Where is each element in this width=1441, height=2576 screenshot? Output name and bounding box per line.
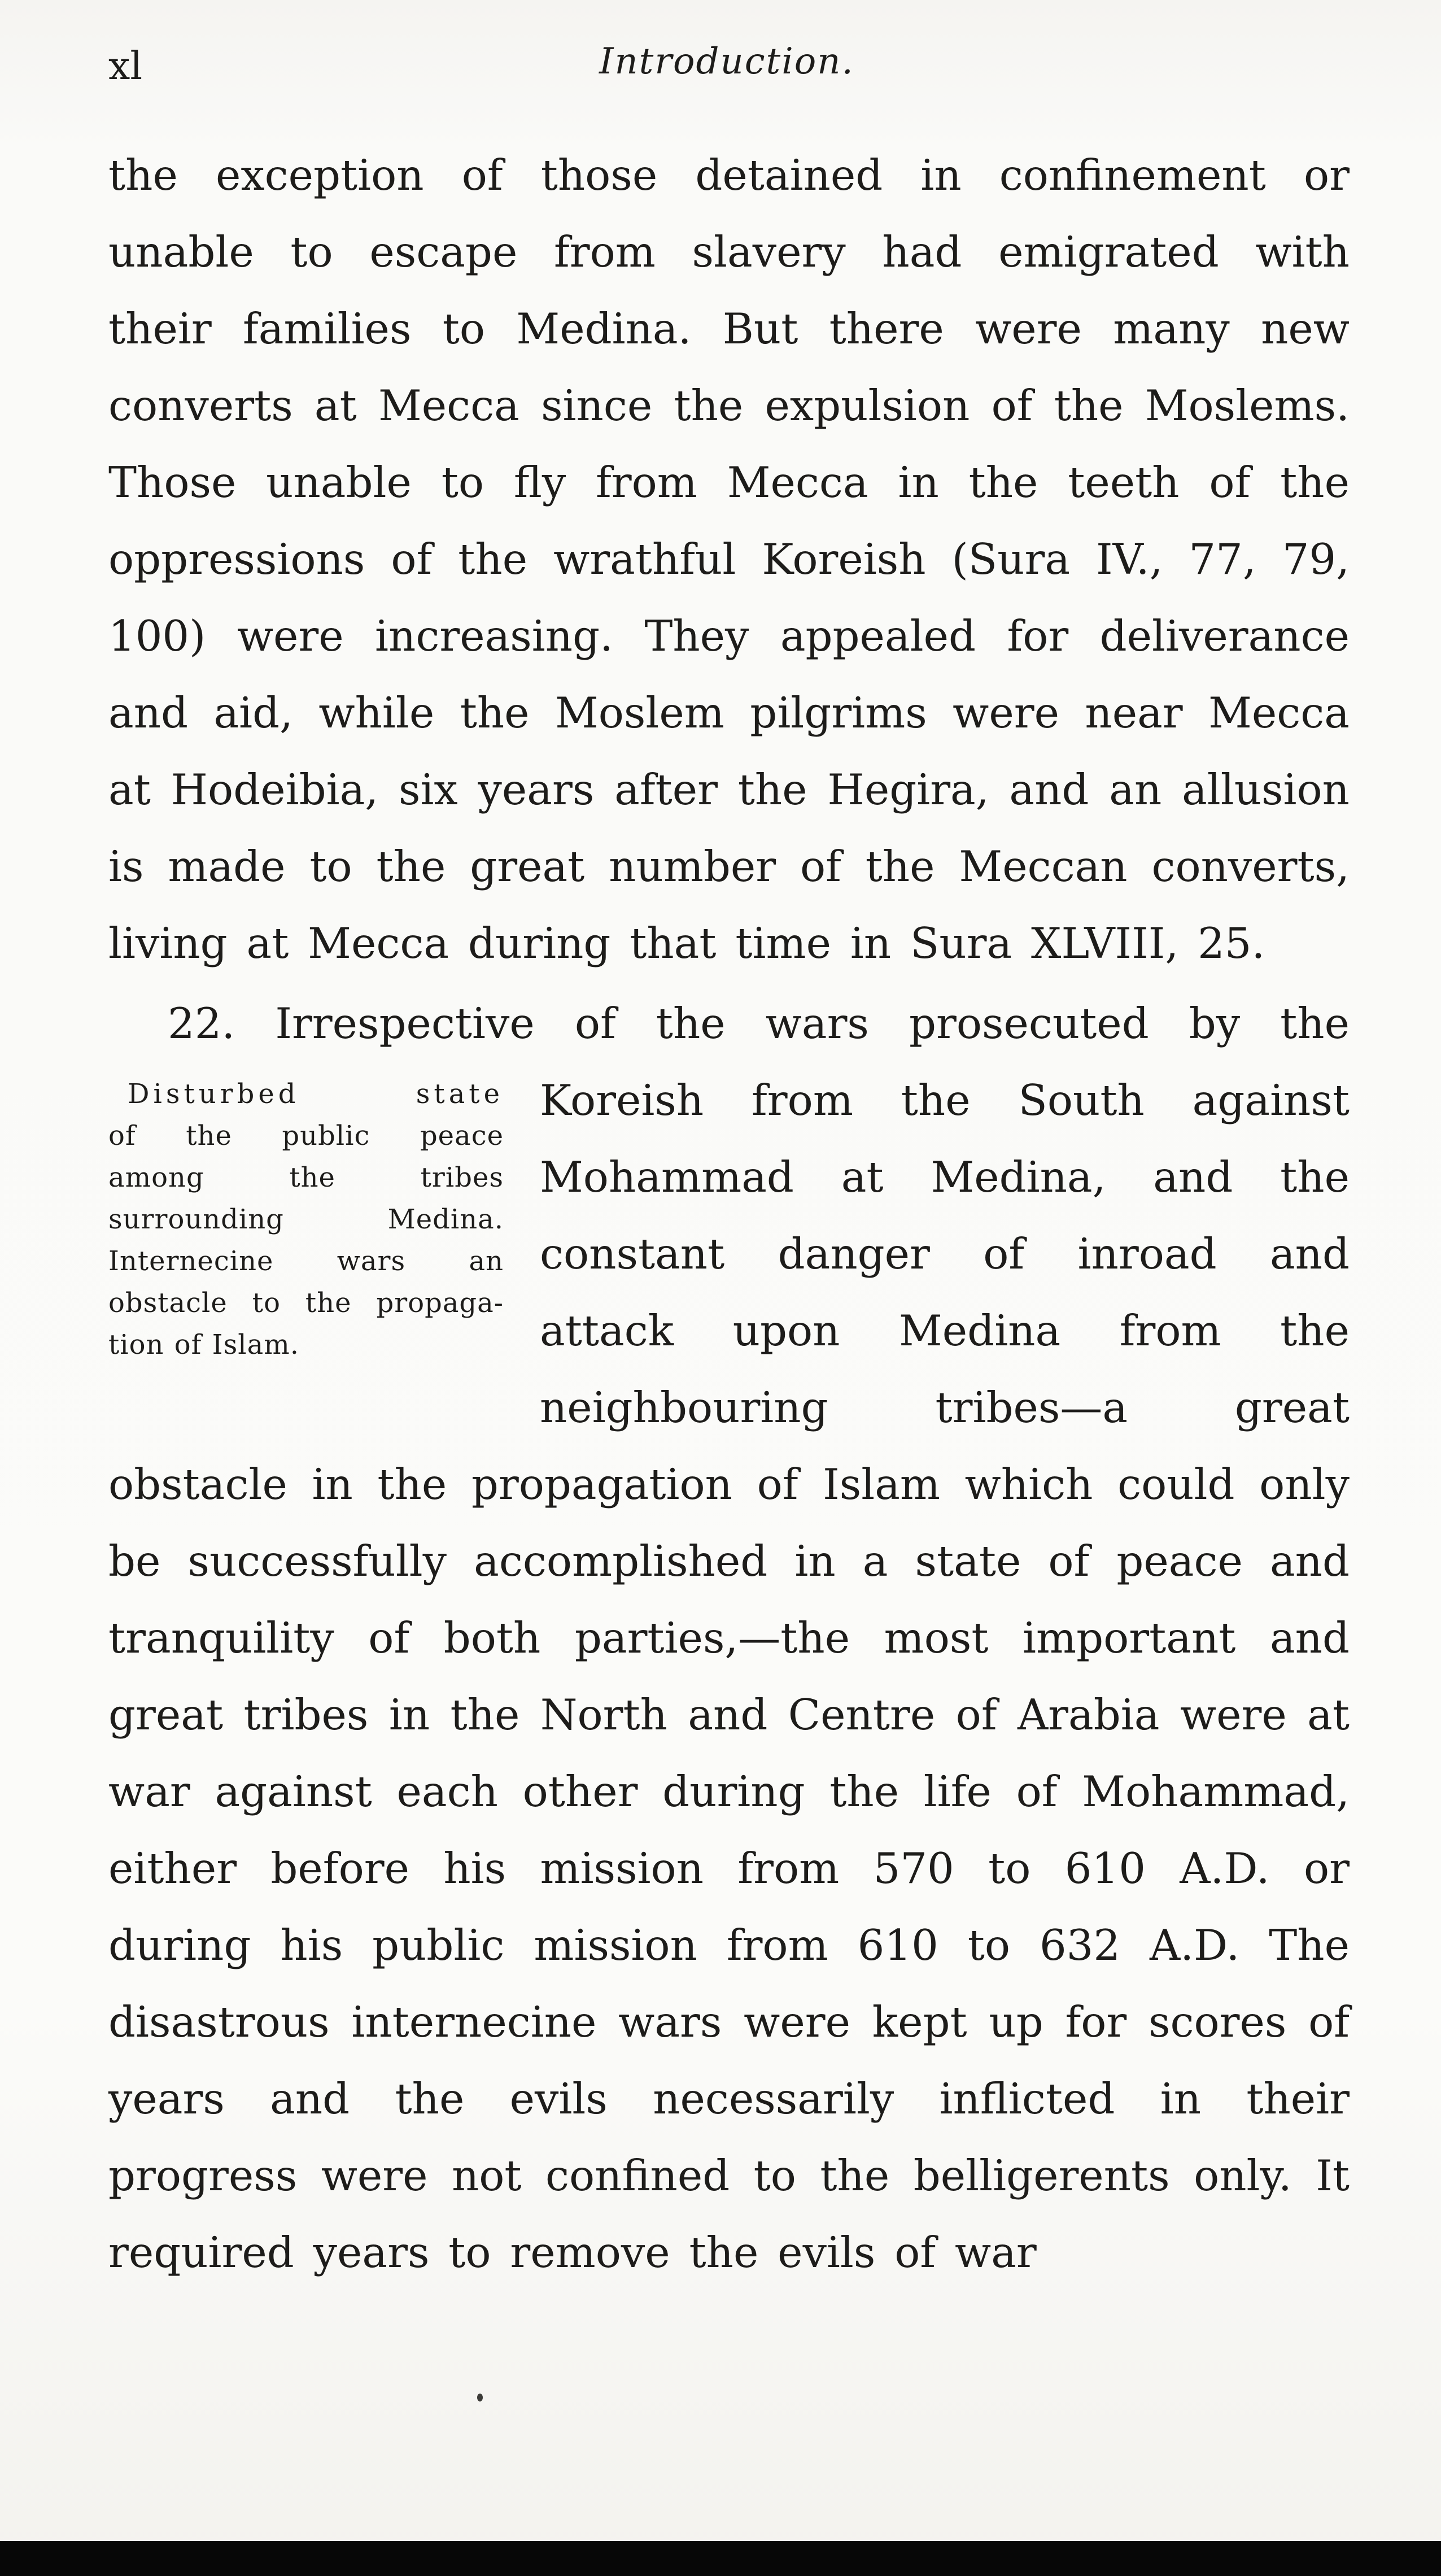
marginal-note-line: Disturbed state bbox=[128, 1078, 504, 1110]
page-header bbox=[108, 41, 1345, 97]
paragraph-22 bbox=[108, 1062, 1350, 2291]
scan-edge-bar bbox=[0, 2541, 1441, 2576]
marginal-note-line: of the public peace bbox=[108, 1120, 504, 1152]
marginal-note bbox=[108, 1073, 504, 1366]
marginal-note-line: among the tribes bbox=[108, 1162, 504, 1193]
running-title: Introduction. bbox=[599, 41, 854, 82]
marginal-note-line: obstacle to the propaga- bbox=[108, 1287, 504, 1319]
paragraph-22-lead: 22. Irrespective of the wars prosecuted by the bbox=[168, 999, 1350, 1048]
marginal-note-line: surrounding Medina. bbox=[108, 1204, 504, 1235]
paragraph-continuation: the exception of those detained in confinement or unable to escape from slavery had emigrated with their families to Medina. But there were many new converts at Mecca since the expulsion of the Moslems. Those unable to fly from Mecca in the teeth of the oppressions of the wrathful Koreish (Sura IV., 77, 79, 100) were increasing. They appealed for deliverance and aid, while the Moslem pilgrims were near Mecca at Hodeibia, six years after the Hegira, and an allusion is made to the great number of the Meccan converts, living at Mecca during that time in Sura XLVIII, 25. bbox=[108, 150, 1350, 968]
marginal-note-line: tion of Islam. bbox=[108, 1329, 299, 1361]
scan-speck bbox=[477, 2394, 483, 2401]
text-block bbox=[108, 137, 1350, 2291]
marginal-note-line: Internecine wars an bbox=[108, 1245, 504, 1277]
paragraph-22-text: Koreish from the South against Mohammad at Medina, and the constant danger of inroad and attack upon Medina from the neighbouring tribes—a great obstacle in the propagation of Islam which could only be successfully accomplished in a state of peace and tranquility of both parties,—the most important and great tribes in the North and Centre of Arabia were at war against each other during the life of Mohammad, either before his mission from 570 to 610 A.D. or during his public mission from 610 to 632 A.D. The disastrous internecine wars were kept up for scores of years and the evils necessarily inflicted in their progress were not confined to the belligerents only. It required years to remove the evils of war bbox=[108, 1075, 1350, 2277]
page-number: xl bbox=[108, 44, 143, 89]
